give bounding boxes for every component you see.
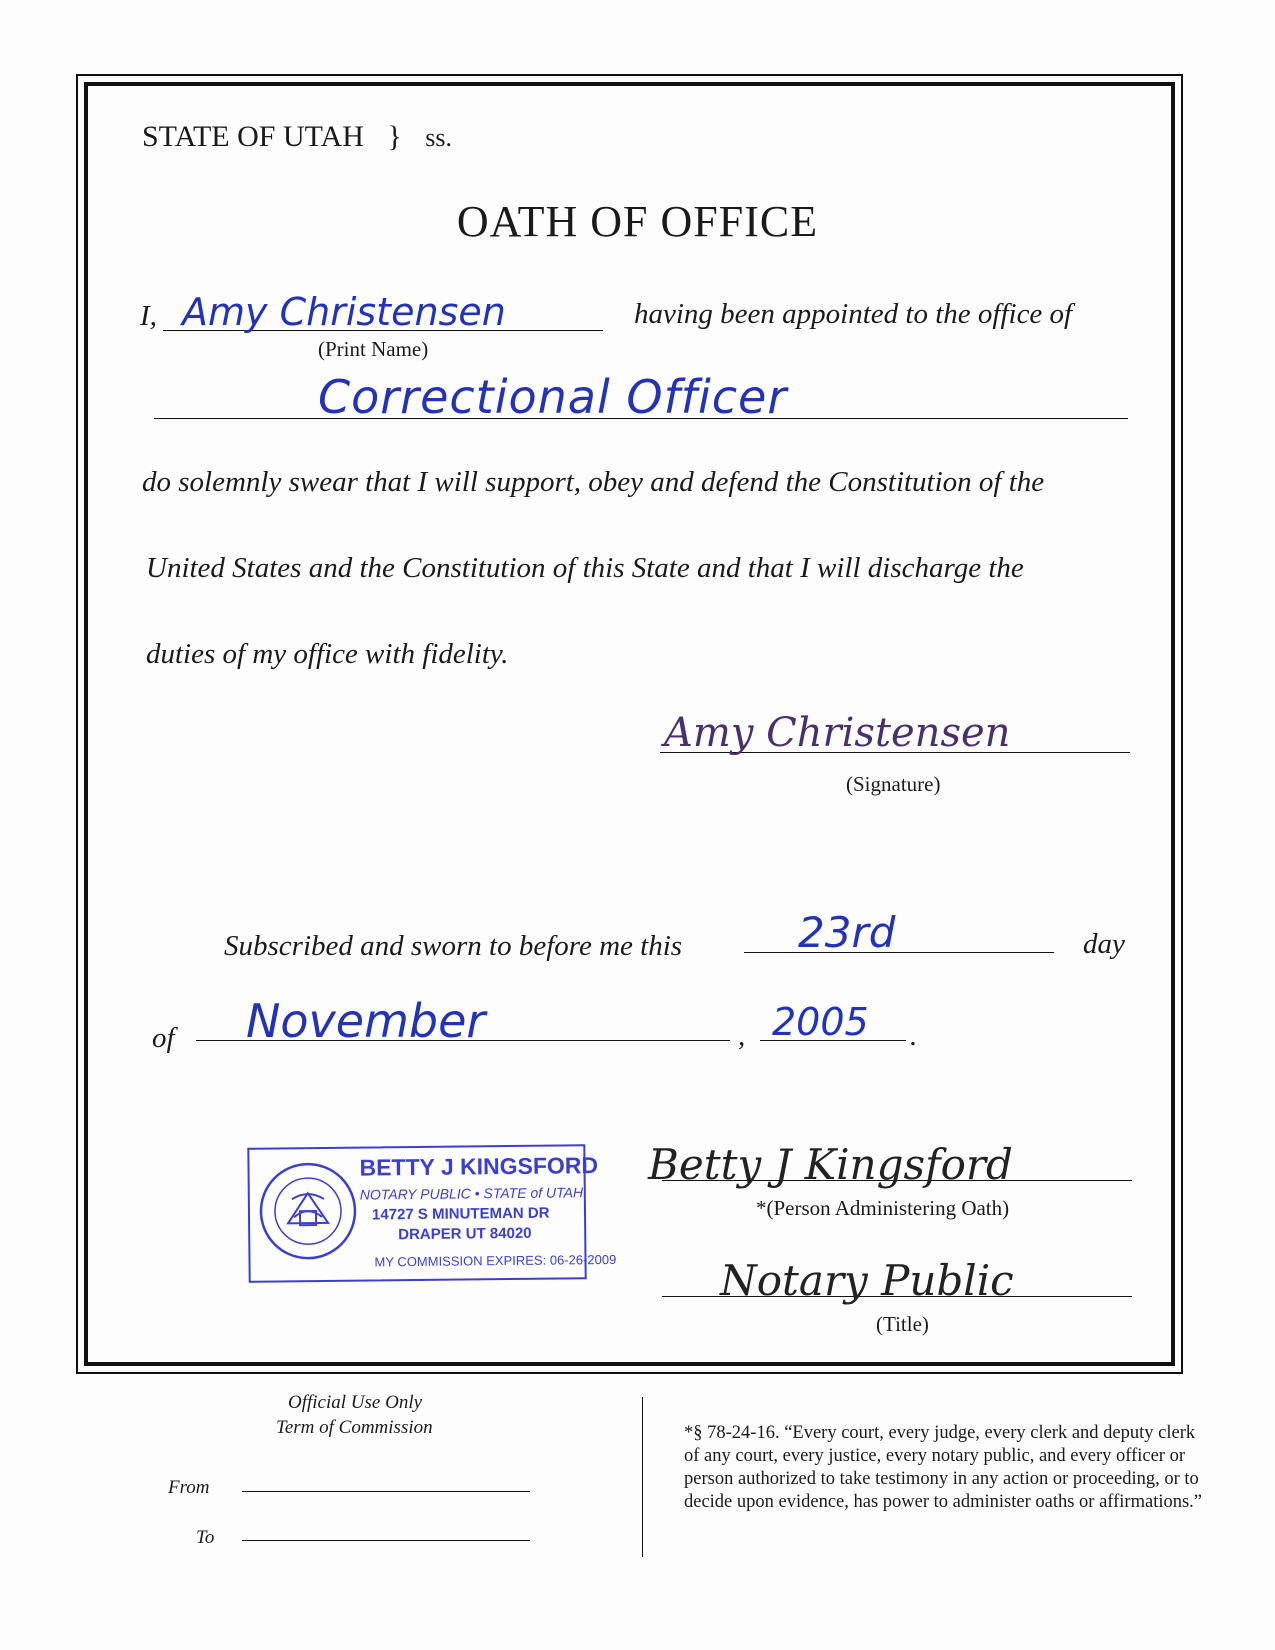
administering-caption: *(Person Administering Oath): [756, 1196, 1010, 1220]
footer-divider: [642, 1397, 643, 1557]
administering-signature-value: Betty J Kingsford: [648, 1140, 1013, 1189]
to-label: To: [196, 1527, 215, 1548]
notary-stamp: [247, 1144, 617, 1283]
title-value: Notary Public: [720, 1256, 1014, 1305]
document-title: OATH OF OFFICE: [456, 197, 819, 246]
stamp-line-2: 14727 S MINUTEMAN DR: [371, 1204, 550, 1224]
statute-text: *§ 78-24-16. “Every court, every judge, every clerk and deputy clerk of any court, every justice, every notary public, and every officer or person authorized to take testimony in any action or proceeding, or to decide upon evidence, has power to administer oaths or affirmations.”: [684, 1423, 1203, 1512]
ss-label: ss.: [425, 123, 453, 152]
day-line: [744, 952, 1054, 953]
comma: ,: [738, 1020, 746, 1052]
appointed-text: having been appointed to the office of: [634, 298, 1073, 330]
stamp-name: BETTY J KINGSFORD: [359, 1152, 599, 1181]
signature-caption: (Signature): [846, 772, 941, 796]
venue-header: [142, 120, 452, 154]
day-word: day: [1083, 928, 1125, 960]
stamp-line-1: NOTARY PUBLIC • STATE of UTAH: [359, 1184, 584, 1203]
from-label: From: [168, 1477, 210, 1498]
signature-value: Amy Christensen: [664, 710, 1011, 756]
month-value: November: [246, 994, 486, 1048]
office-value: Correctional Officer: [318, 370, 788, 424]
brace: }: [387, 120, 402, 153]
stamp-line-3: DRAPER UT 84020: [398, 1224, 532, 1244]
to-line: [242, 1540, 530, 1541]
term-heading: Term of Commission: [276, 1417, 433, 1438]
day-value: 23rd: [798, 908, 896, 957]
print-name-value: Amy Christensen: [182, 290, 506, 334]
state-label: STATE OF UTAH: [142, 120, 364, 153]
from-line: [242, 1491, 530, 1492]
subscribed-text: Subscribed and sworn to before me this: [224, 930, 683, 962]
oath-body-line-1: do solemnly swear that I will support, obey and defend the Constitution of the: [142, 466, 1045, 498]
oath-body-line-2: United States and the Constitution of this State and that I will discharge the: [146, 552, 1024, 584]
title-caption: (Title): [876, 1312, 929, 1336]
oath-prefix: I,: [140, 300, 157, 332]
period: .: [910, 1020, 918, 1052]
oath-body-line-3: duties of my office with fidelity.: [146, 638, 509, 670]
of-word: of: [152, 1022, 175, 1054]
stamp-line-4: MY COMMISSION EXPIRES: 06-26-2009: [374, 1251, 617, 1270]
state-seal-icon: [257, 1161, 358, 1262]
year-value: 2005: [772, 1000, 869, 1044]
official-use-heading: Official Use Only: [288, 1392, 423, 1413]
print-name-caption: (Print Name): [318, 337, 429, 361]
